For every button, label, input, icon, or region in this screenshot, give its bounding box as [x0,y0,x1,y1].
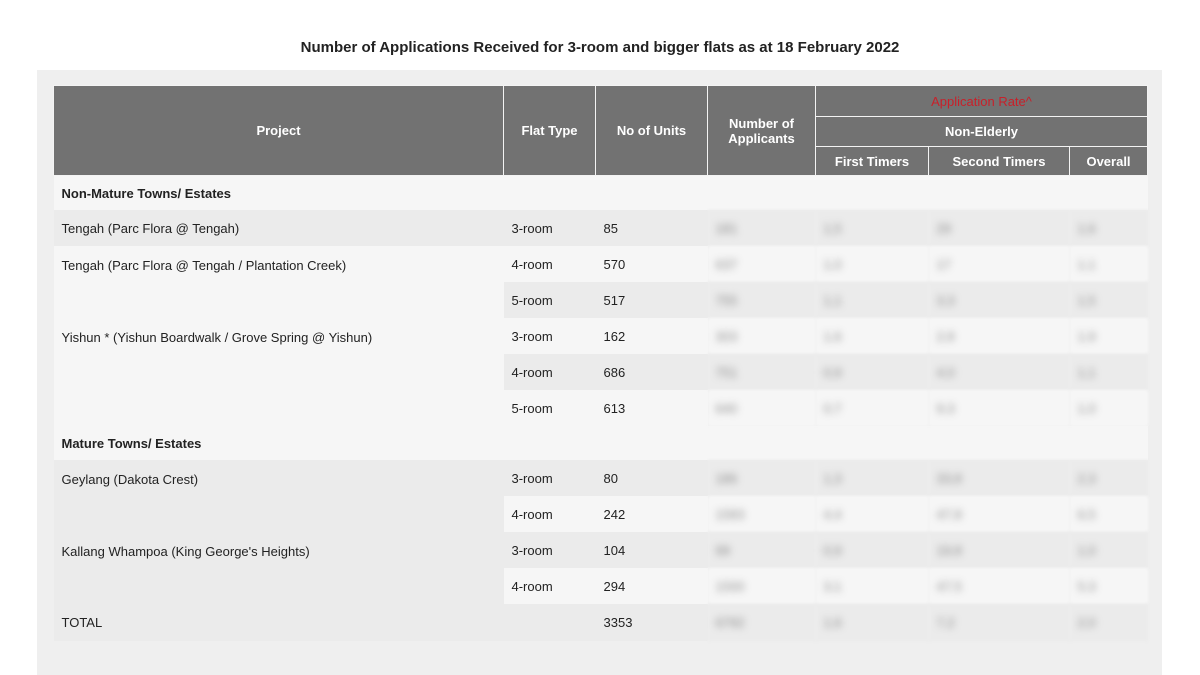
units: 613 [596,390,708,426]
table-row [54,460,1148,496]
project-name: Tengah (Parc Flora @ Tengah) [54,210,504,246]
units: 517 [596,282,708,318]
flat-type: 4-room [504,568,596,604]
units: 686 [596,354,708,390]
redacted-first-timers: 0.7 [816,390,929,426]
flat-type: 5-room [504,282,596,318]
applications-table [53,85,1148,641]
redacted-first-timers: 0.9 [816,354,929,390]
redacted-first-timers: 1.1 [816,282,929,318]
project-name: Geylang (Dakota Crest) [54,460,504,532]
units: 294 [596,568,708,604]
total-label: TOTAL [54,604,596,641]
units: 242 [596,496,708,532]
redacted-applicants: 186 [708,460,816,496]
section-label: Non-Mature Towns/ Estates [54,176,1148,211]
table-row [54,210,1148,246]
redacted-second-timers: 47.5 [929,568,1070,604]
header-non-elderly: Non-Elderly [816,117,1148,147]
redacted-first-timers: 0.9 [816,532,929,568]
redacted-second-timers: 47.8 [929,496,1070,532]
flat-type: 4-room [504,354,596,390]
flat-type: 3-room [504,532,596,568]
redacted-applicants: 1500 [708,568,816,604]
table-panel [37,70,1162,675]
redacted-overall: 1.0 [1070,532,1148,568]
redacted-overall: 1.9 [1070,318,1148,354]
total-units: 3353 [596,604,708,641]
redacted-applicants: 640 [708,390,816,426]
redacted-applicants: 181 [708,210,816,246]
header-first-timers: First Timers [816,147,929,176]
project-name: Kallang Whampoa (King George's Heights) [54,532,504,604]
section-label: Mature Towns/ Estates [54,426,1148,460]
total-row [54,604,1148,641]
redacted-second-timers: 7.2 [929,604,1070,641]
redacted-overall: 2.0 [1070,604,1148,641]
redacted-overall: 1.1 [1070,354,1148,390]
redacted-applicants: 6792 [708,604,816,641]
redacted-first-timers: 1.0 [816,246,929,282]
header-project: Project [54,86,504,176]
redacted-second-timers: 33.8 [929,460,1070,496]
units: 104 [596,532,708,568]
redacted-first-timers: 4.4 [816,496,929,532]
flat-type: 4-room [504,246,596,282]
redacted-second-timers: 29 [929,210,1070,246]
redacted-overall: 6.5 [1070,496,1148,532]
project-name: Yishun * (Yishun Boardwalk / Grove Spring @ Yishun) [54,318,504,426]
table-row [54,246,1148,282]
table-row [54,532,1148,568]
units: 162 [596,318,708,354]
units: 85 [596,210,708,246]
redacted-overall: 2.3 [1070,460,1148,496]
redacted-second-timers: 3.3 [929,282,1070,318]
redacted-applicants: 751 [708,354,816,390]
redacted-applicants: 755 [708,282,816,318]
section-row [54,426,1148,460]
page-title: Number of Applications Received for 3-room and bigger flats as at 18 February 2022 [300,39,900,56]
redacted-first-timers: 1.3 [816,460,929,496]
redacted-overall: 1.6 [1070,210,1148,246]
redacted-first-timers: 1.6 [816,604,929,641]
flat-type: 3-room [504,460,596,496]
redacted-overall: 5.3 [1070,568,1148,604]
redacted-second-timers: 17 [929,246,1070,282]
header-application-rate: Application Rate^ [816,86,1148,117]
redacted-applicants: 1583 [708,496,816,532]
header-overall: Overall [1070,147,1148,176]
header-flat-type: Flat Type [504,86,596,176]
redacted-overall: 1.1 [1070,246,1148,282]
units: 80 [596,460,708,496]
header-applicants: Number of Applicants [708,86,816,176]
header-second-timers: Second Timers [929,147,1070,176]
redacted-applicants: 637 [708,246,816,282]
units: 570 [596,246,708,282]
redacted-overall: 1.5 [1070,282,1148,318]
redacted-second-timers: 2.8 [929,318,1070,354]
redacted-second-timers: 19.8 [929,532,1070,568]
redacted-first-timers: 1.6 [816,318,929,354]
redacted-overall: 1.0 [1070,390,1148,426]
header-units: No of Units [596,86,708,176]
redacted-first-timers: 1.5 [816,210,929,246]
flat-type: 3-room [504,210,596,246]
flat-type: 3-room [504,318,596,354]
redacted-second-timers: 4.0 [929,354,1070,390]
table-row [54,318,1148,354]
redacted-second-timers: 9.3 [929,390,1070,426]
flat-type: 5-room [504,390,596,426]
project-name: Tengah (Parc Flora @ Tengah / Plantation Creek) [54,246,504,318]
flat-type: 4-room [504,496,596,532]
redacted-applicants: 99 [708,532,816,568]
section-row [54,176,1148,211]
redacted-first-timers: 3.1 [816,568,929,604]
redacted-applicants: 303 [708,318,816,354]
